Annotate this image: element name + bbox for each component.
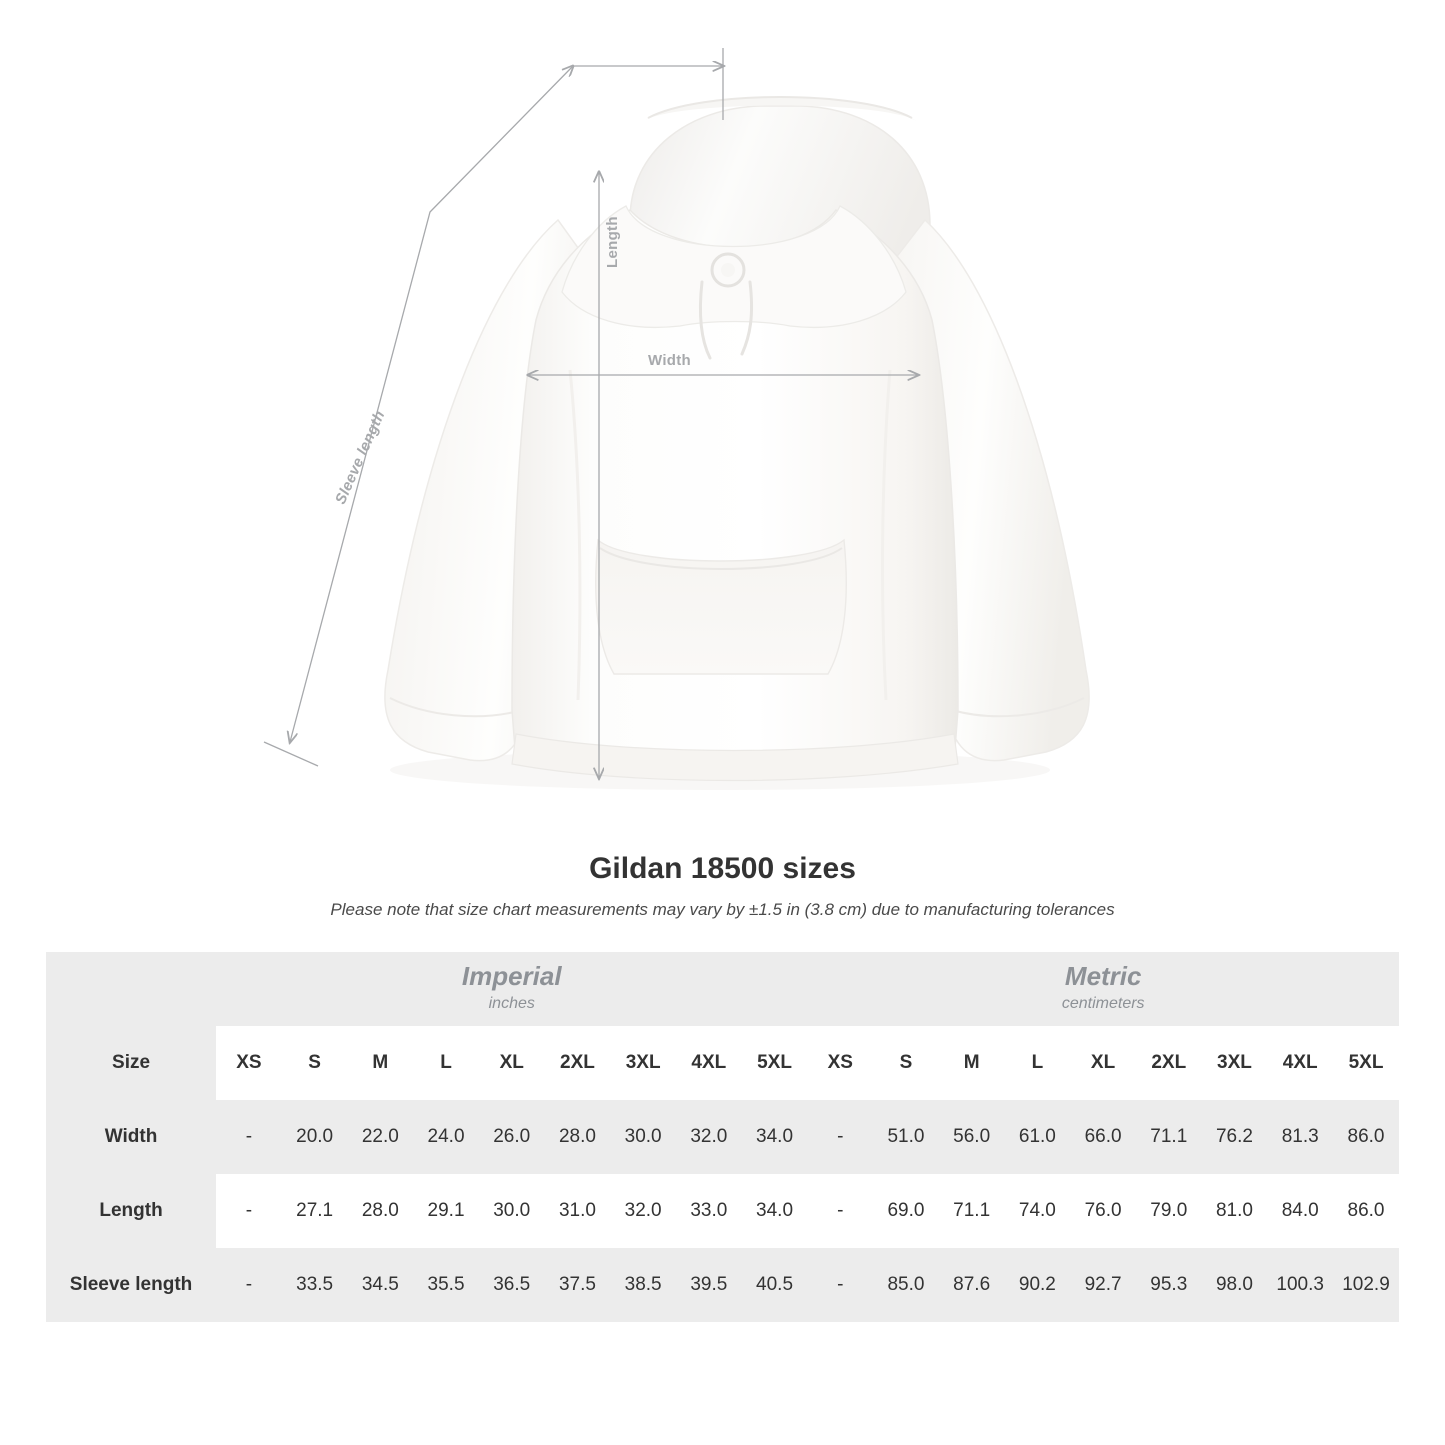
size-header-label: Size xyxy=(46,1026,216,1100)
cell-width-imperial-l: 24.0 xyxy=(413,1100,479,1174)
col-header-metric-xs: XS xyxy=(807,1026,873,1100)
col-header-metric-l: L xyxy=(1005,1026,1071,1100)
cell-sleeve-imperial-5xl: 40.5 xyxy=(742,1248,808,1322)
col-header-imperial-m: M xyxy=(347,1026,413,1100)
cell-length-metric-2xl: 79.0 xyxy=(1136,1174,1202,1248)
width-dimension-label: Width xyxy=(648,352,692,369)
cell-length-imperial-s: 27.1 xyxy=(282,1174,348,1248)
table-row xyxy=(46,1248,1399,1322)
col-header-imperial-xl: XL xyxy=(479,1026,545,1100)
cell-width-imperial-3xl: 30.0 xyxy=(610,1100,676,1174)
size-table xyxy=(46,952,1399,1322)
cell-length-imperial-m: 28.0 xyxy=(347,1174,413,1248)
cell-width-metric-4xl: 81.3 xyxy=(1267,1100,1333,1174)
cell-sleeve-imperial-xs: - xyxy=(216,1248,282,1322)
cell-sleeve-metric-5xl: 102.9 xyxy=(1333,1248,1399,1322)
table-row xyxy=(46,1100,1399,1174)
unit-header-spacer xyxy=(46,952,216,1026)
unit-subtitle-imperial: inches xyxy=(488,994,535,1012)
unit-header-metric xyxy=(807,952,1399,1026)
cell-sleeve-metric-xl: 92.7 xyxy=(1070,1248,1136,1322)
unit-header-row xyxy=(46,952,1399,1026)
cell-length-metric-4xl: 84.0 xyxy=(1267,1174,1333,1248)
col-header-imperial-xs: XS xyxy=(216,1026,282,1100)
cell-length-metric-l: 74.0 xyxy=(1005,1174,1071,1248)
cell-sleeve-metric-s: 85.0 xyxy=(873,1248,939,1322)
cell-width-metric-xl: 66.0 xyxy=(1070,1100,1136,1174)
cell-length-metric-5xl: 86.0 xyxy=(1333,1174,1399,1248)
col-header-metric-xl: XL xyxy=(1070,1026,1136,1100)
cell-width-metric-3xl: 76.2 xyxy=(1202,1100,1268,1174)
cell-width-imperial-xl: 26.0 xyxy=(479,1100,545,1174)
cell-width-imperial-5xl: 34.0 xyxy=(742,1100,808,1174)
cell-length-imperial-5xl: 34.0 xyxy=(742,1174,808,1248)
row-label-width: Width xyxy=(46,1100,216,1174)
cell-width-metric-2xl: 71.1 xyxy=(1136,1100,1202,1174)
tolerance-note: Please note that size chart measurements may vary by ±1.5 in (3.8 cm) due to manufacturing tolerances xyxy=(330,900,1115,919)
cell-sleeve-imperial-2xl: 37.5 xyxy=(545,1248,611,1322)
cell-width-imperial-4xl: 32.0 xyxy=(676,1100,742,1174)
col-header-imperial-s: S xyxy=(282,1026,348,1100)
col-header-metric-5xl: 5XL xyxy=(1333,1026,1399,1100)
cell-length-imperial-l: 29.1 xyxy=(413,1174,479,1248)
cell-width-metric-xs: - xyxy=(807,1100,873,1174)
cell-sleeve-imperial-xl: 36.5 xyxy=(479,1248,545,1322)
unit-header-imperial xyxy=(216,952,807,1026)
cell-width-metric-m: 56.0 xyxy=(939,1100,1005,1174)
cell-length-metric-xs: - xyxy=(807,1174,873,1248)
sleeve-length-dimension-label: Sleeve length xyxy=(332,408,389,507)
length-dimension-label: Length xyxy=(604,216,621,268)
col-header-metric-m: M xyxy=(939,1026,1005,1100)
unit-title-metric: Metric xyxy=(1064,961,1142,992)
page-title: Gildan 18500 sizes xyxy=(589,852,856,885)
cell-sleeve-imperial-4xl: 39.5 xyxy=(676,1248,742,1322)
cell-sleeve-imperial-l: 35.5 xyxy=(413,1248,479,1322)
size-header-row xyxy=(46,1026,1399,1100)
cell-length-imperial-3xl: 32.0 xyxy=(610,1174,676,1248)
cell-sleeve-imperial-m: 34.5 xyxy=(347,1248,413,1322)
cell-length-metric-xl: 76.0 xyxy=(1070,1174,1136,1248)
table-row xyxy=(46,1174,1399,1248)
cell-width-imperial-xs: - xyxy=(216,1100,282,1174)
title-block xyxy=(0,852,1445,920)
cell-length-metric-m: 71.1 xyxy=(939,1174,1005,1248)
col-header-imperial-2xl: 2XL xyxy=(545,1026,611,1100)
cell-width-imperial-s: 20.0 xyxy=(282,1100,348,1174)
cell-sleeve-metric-m: 87.6 xyxy=(939,1248,1005,1322)
col-header-metric-4xl: 4XL xyxy=(1267,1026,1333,1100)
col-header-imperial-5xl: 5XL xyxy=(742,1026,808,1100)
col-header-imperial-4xl: 4XL xyxy=(676,1026,742,1100)
size-table-wrapper xyxy=(46,952,1399,1322)
col-header-metric-3xl: 3XL xyxy=(1202,1026,1268,1100)
unit-title-imperial: Imperial xyxy=(461,961,562,992)
col-header-metric-s: S xyxy=(873,1026,939,1100)
col-header-imperial-3xl: 3XL xyxy=(610,1026,676,1100)
cell-length-imperial-xl: 30.0 xyxy=(479,1174,545,1248)
cell-sleeve-imperial-3xl: 38.5 xyxy=(610,1248,676,1322)
cell-sleeve-metric-l: 90.2 xyxy=(1005,1248,1071,1322)
cell-sleeve-metric-xs: - xyxy=(807,1248,873,1322)
cell-sleeve-imperial-s: 33.5 xyxy=(282,1248,348,1322)
cell-length-imperial-2xl: 31.0 xyxy=(545,1174,611,1248)
col-header-metric-2xl: 2XL xyxy=(1136,1026,1202,1100)
cell-length-metric-3xl: 81.0 xyxy=(1202,1174,1268,1248)
cell-width-metric-5xl: 86.0 xyxy=(1333,1100,1399,1174)
cell-width-imperial-m: 22.0 xyxy=(347,1100,413,1174)
cell-length-metric-s: 69.0 xyxy=(873,1174,939,1248)
cell-length-imperial-4xl: 33.0 xyxy=(676,1174,742,1248)
cell-width-metric-l: 61.0 xyxy=(1005,1100,1071,1174)
cell-length-imperial-xs: - xyxy=(216,1174,282,1248)
row-label-length: Length xyxy=(46,1174,216,1248)
hoodie-image xyxy=(330,70,1110,800)
cell-width-metric-s: 51.0 xyxy=(873,1100,939,1174)
row-label-sleeve-length: Sleeve length xyxy=(46,1248,216,1322)
cell-width-imperial-2xl: 28.0 xyxy=(545,1100,611,1174)
cell-sleeve-metric-3xl: 98.0 xyxy=(1202,1248,1268,1322)
col-header-imperial-l: L xyxy=(413,1026,479,1100)
unit-subtitle-metric: centimeters xyxy=(1061,994,1145,1012)
cell-sleeve-metric-4xl: 100.3 xyxy=(1267,1248,1333,1322)
cell-sleeve-metric-2xl: 95.3 xyxy=(1136,1248,1202,1322)
